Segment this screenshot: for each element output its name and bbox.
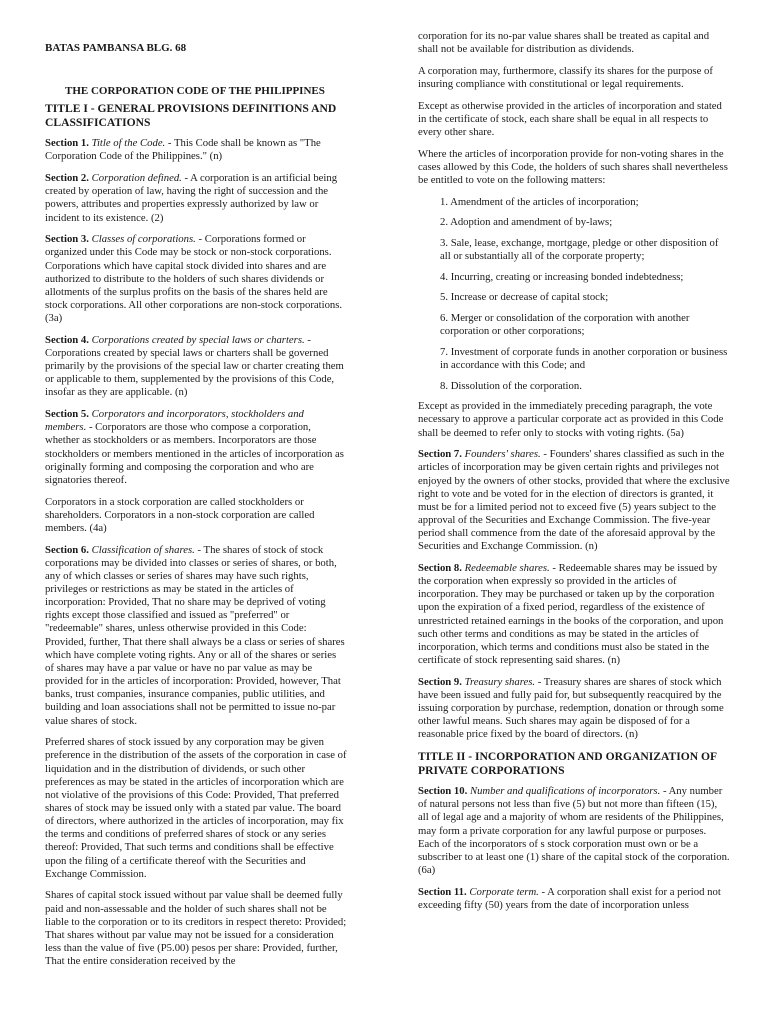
section-caption: Title of the Code. [91,137,166,150]
section-caption: Corporations created by special laws or charters. [91,333,305,346]
section-8 [418,562,730,667]
section-5 [45,408,347,487]
section-body: - The shares of stock of stock corporations may be divided into classes or series of shares, or both, any of which classes or series of shares may have such rights, privileges or restrictions as may be stated in the articles of incorporation: Provided, That no share may be deprived of voting rights except those classified and issued as "preferred" or "redeemable" shares, unless otherwise provided in this Code: Provided, further, That there shall always be a class or series of shares which have complete voting rights. Any or all of the shares or series of shares may have a par value or have no par value as may be provided for in the articles of incorporation: Provided, however, That banks, trust companies, insurance companies, public utilities, and building and loan associations shall not be permitted to issue no-par value shares of stock. [45,543,345,727]
section-4 [45,334,347,400]
left-column [45,30,347,977]
section-body: - Corporations created by special laws or charters shall be governed primarily by the provisions of the special law or charter creating them or applicable to them, supplemented by the provisions of this Code, insofar as they are applicable. (n) [45,333,344,399]
list-item: 3. Sale, lease, exchange, mortgage, pledge or other disposition of all or substantially all of the corporate property; [440,236,719,263]
section-label: Section 4. [45,333,89,346]
section-2 [45,172,347,225]
list-item: 2. Adoption and amendment of by-laws; [440,216,613,229]
section-11 [418,886,730,912]
paragraph: Corporators in a stock corporation are called stockholders or shareholders. Corporators in a non-stock corporation are called members. (4a) [45,495,315,534]
section-body: - Treasury shares are shares of stock which have been issued and fully paid for, but subsequently reacquired by the issuing corporation by purchase, redemption, donation or through some other lawful means. Such shares may again be disposed of for a reasonable price fixed by the board of directors. (n) [418,675,724,741]
section-6 [45,544,347,728]
section-label: Section 7. [418,448,462,461]
section-label: Section 9. [418,675,462,688]
section-body: - A corporation is an artificial being created by operation of law, having the right of succession and the powers, attributes and properties expressly authorized by law or incident to its existence. (2) [45,172,338,224]
section-label: Section 2. [45,172,89,185]
section-body: - Redeemable shares may be issued by the corporation when expressly so provided in the articles of incorporation. They may be purchased or taken up by the corporation upon the expiration of a fixed period, regardless of the existence of unrestricted retained earnings in the books of the corporation, and upon such other terms and conditions as may be stated in the articles of incorporation, which terms and conditions must also be stated in the certificate of stock representing said shares. (n) [418,562,724,667]
paragraph: Except as otherwise provided in the articles of incorporation and stated in the certificate of stock, each share shall be equal in all respects to every other share. [418,99,722,138]
paragraph: corporation for its no-par value shares shall be treated as capital and shall not be available for distribution as dividends. [418,30,710,56]
paragraph: Where the articles of incorporation provide for non-voting shares in the cases allowed by this Code, the holders of such shares shall nevertheless be entitled to vote on the following matters: [418,147,728,186]
section-label: Section 10. [418,785,468,798]
section-caption: Founders' shares. [464,448,541,461]
list-item: 7. Investment of corporate funds in another corporation or business in accordance with this Code; and [440,345,728,371]
list-item: 1. Amendment of the articles of incorporation; [440,195,639,208]
section-10 [418,785,730,877]
act-number-heading: BATAS PAMBANSA BLG. 68 [45,42,187,54]
list-item: 6. Merger or consolidation of the corporation with another corporation or other corporations; [440,312,690,338]
section-caption: Classes of corporations. [91,233,196,246]
section-caption: Treasury shares. [464,675,536,688]
title-i-heading: TITLE I - GENERAL PROVISIONS DEFINITIONS AND CLASSIFICATIONS [45,102,337,130]
section-body: - Corporators are those who compose a corporation, whether as stockholders or as members. Incorporators are those stockholders or members mentioned in the articles of incorporation as originally forming and composing the corporation and who are signatories thereof. [45,421,344,486]
list-item: 8. Dissolution of the corporation. [440,379,582,392]
section-label: Section 5. [45,408,89,421]
section-caption: Corporate term. [469,885,539,898]
title-ii-heading: TITLE II - INCORPORATION AND ORGANIZATION OF PRIVATE CORPORATIONS [418,750,717,778]
section-body: - A corporation shall exist for a period not exceeding fifty (50) years from the date of incorporation unless [418,885,721,911]
list-item: 5. Increase or decrease of capital stock; [440,291,609,304]
section-caption: Classification of shares. [91,543,195,556]
section-body: - This Code shall be known as "The Corporation Code of the Philippines." (n) [45,137,321,163]
paragraph: Preferred shares of stock issued by any corporation may be given preference in the distribution of the assets of the corporation in case of liquidation and in the distribution of dividends, or such other preferences as may be stated in the articles of incorporation which are not violative of the provisions of this Code: Provided, That preferred shares of stock may be issued only with a stated par value. The board of directors, where authorized in the articles of incorporation, may fix the terms and conditions of preferred shares of stock or any series thereof: Provided, That such terms and conditions shall be effective upon the filing of a certificate thereof with the Securities and Exchange Commission. [45,736,347,880]
voting-matters-list [418,196,730,393]
section-caption: Redeemable shares. [464,562,550,574]
section-label: Section 6. [45,543,89,556]
section-1 [45,137,347,163]
section-label: Section 1. [45,137,89,150]
right-column [418,30,730,920]
section-caption: Number and qualifications of incorporators. [469,785,661,798]
section-caption: Corporation defined. [91,172,182,185]
section-3 [45,233,347,325]
code-title: THE CORPORATION CODE OF THE PHILIPPINES [65,85,325,98]
section-7 [418,448,730,553]
paragraph: Shares of capital stock issued without par value shall be deemed fully paid and non-assessable and the holder of such shares shall not be liable to the corporation or to its creditors in respect thereto: Provided; That shares without par value may not be issued for a consideration less than the value of five (P5.00) pesos per share: Provided, further, That the entire consideration received by the [45,889,347,968]
section-body: - Corporations formed or organized under this Code may be stock or non-stock corporations. Corporations which have capital stock divided into shares and are authorized to distribute to the holders of such shares dividends or allotments of the surplus profits on the basis of the shares held are stock corporations. All other corporations are non-stock corporations. (3a) [45,233,343,325]
list-item: 4. Incurring, creating or increasing bonded indebtedness; [440,270,684,283]
section-label: Section 8. [418,562,462,574]
paragraph: Except as provided in the immediately preceding paragraph, the vote necessary to approve a particular corporate act as provided in this Code shall be deemed to refer only to stocks with voting rights. (5a) [418,400,724,439]
paragraph: A corporation may, furthermore, classify its shares for the purpose of insuring compliance with constitutional or legal requirements. [418,64,713,90]
section-body: - Founders' shares classified as such in the articles of incorporation may be given certain rights and privileges not enjoyed by the owners of other stocks, provided that where the exclusive right to vote and be voted for in the election of directors is granted, it must be for a limited period not to exceed five (5) years subject to the approval of the Securities and Exchange Commission. The five-year period shall commence from the date of the aforesaid approval by the Securities and Exchange Commission. (n) [418,448,730,553]
section-caption: Corporators and incorporators, stockholders and members. [45,408,304,434]
section-9 [418,676,730,742]
section-label: Section 3. [45,233,89,246]
section-label: Section 11. [418,885,467,898]
section-body: - Any number of natural persons not less than five (5) but not more than fifteen (15), all of legal age and a majority of whom are residents of the Philippines, may form a private corporation for any lawful purpose or purposes. Each of the incorporators of s stock corporation must own or be a subscriber to at least one (1) share of the capital stock of the corporation. (6a) [418,785,730,876]
